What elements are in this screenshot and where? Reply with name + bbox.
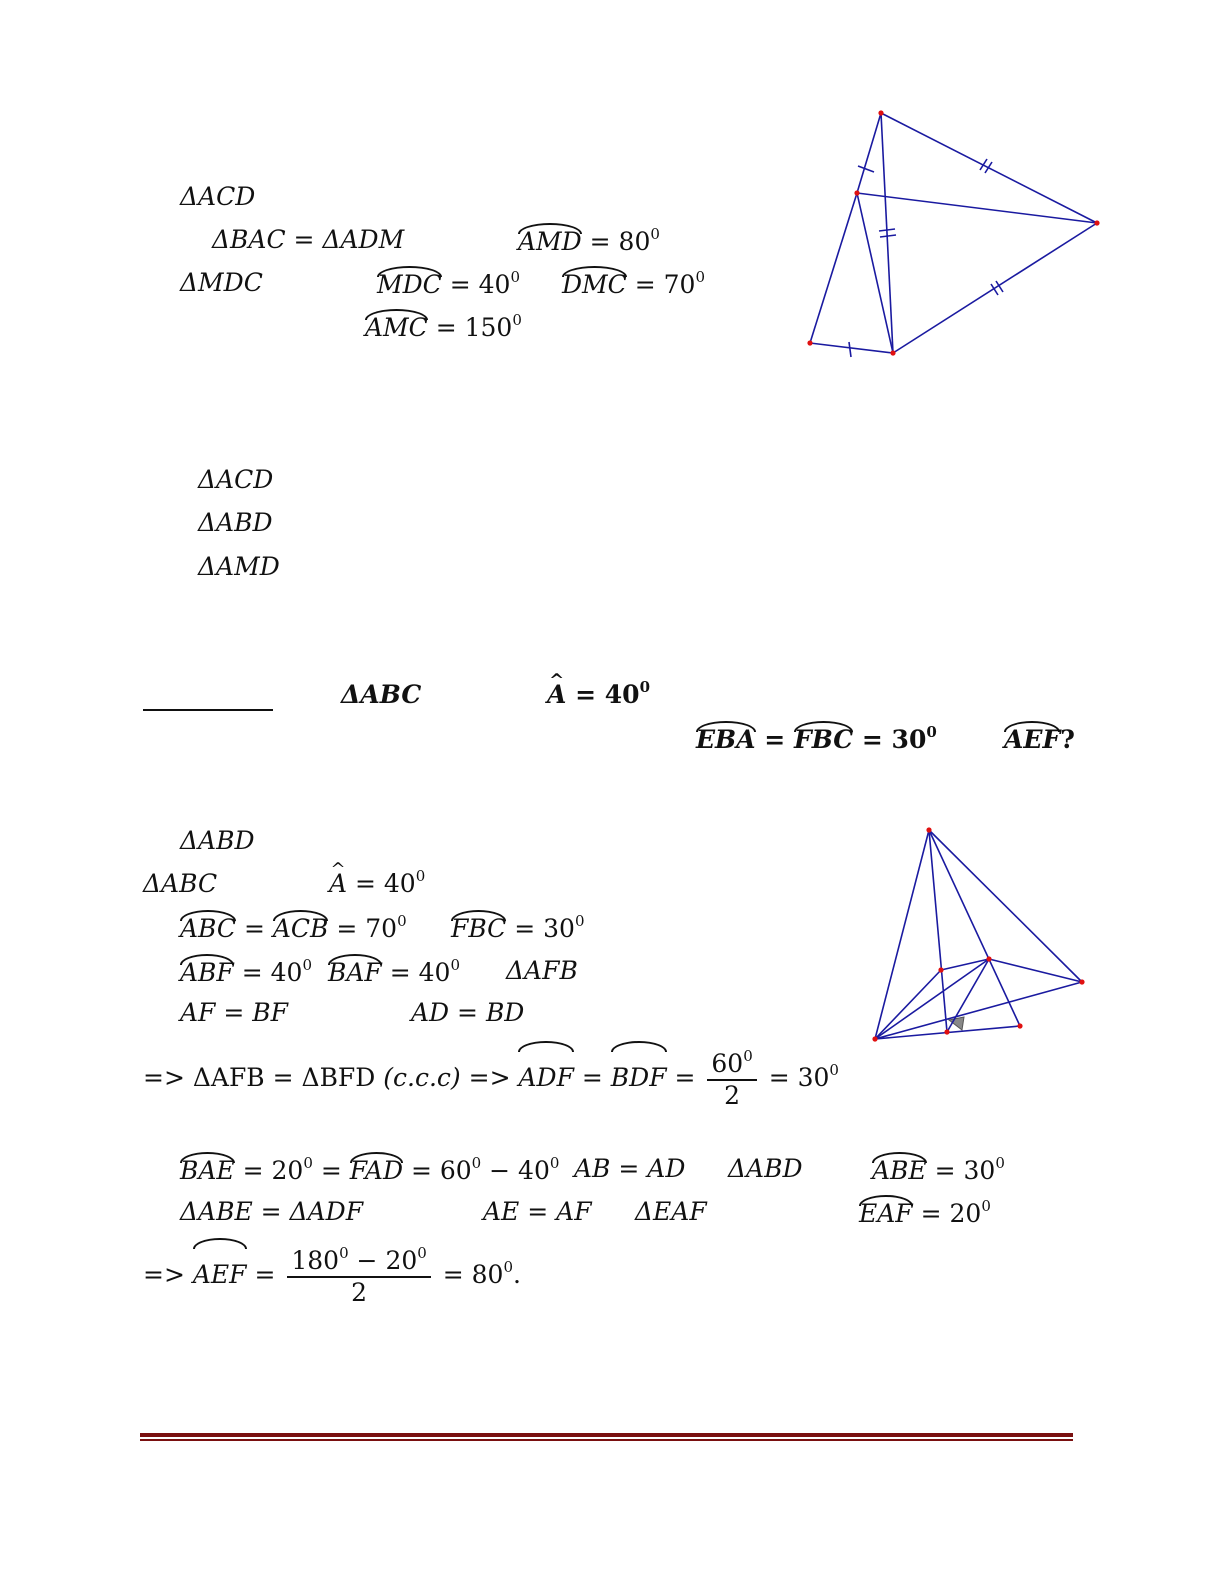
f1-edge [857, 193, 1097, 223]
s2-line3: ΔAMD [198, 552, 280, 581]
problem-triangle: ΔABC [341, 680, 422, 709]
s2-line1: ΔACD [198, 465, 274, 494]
f1-point [890, 350, 895, 355]
sol-line8d: EAF = $20^0$ [859, 1197, 991, 1228]
footer-rule [140, 1433, 1073, 1437]
f1-point [878, 110, 883, 115]
problem-angle-a: ^ $A = 40^0$ [547, 680, 650, 710]
sol-line7b: AB = AD [574, 1154, 686, 1183]
s1-line1: ΔACD [180, 182, 256, 211]
sol-line4b: BAF = $40^0$ [328, 956, 460, 987]
f2-point [986, 956, 991, 961]
s1-line3b: MDC = $40^0$ [377, 268, 520, 299]
sol-line2a: ΔABC [143, 869, 218, 898]
figure-2 [875, 830, 1082, 1039]
f1-edge [893, 223, 1097, 353]
s1-line4: AMC = $150^0$ [365, 311, 522, 342]
sol-line7d: ABE = $30^0$ [872, 1154, 1005, 1185]
sol-line8c: ΔEAF [635, 1197, 707, 1226]
sol-line8b: AE = AF [483, 1197, 592, 1226]
sol-line5b: AD = BD [411, 998, 525, 1027]
tick-mark [879, 229, 895, 231]
figure-1-points [807, 110, 1099, 355]
f2-edge [989, 959, 1082, 982]
f2-edge [947, 959, 989, 1032]
f1-point [1094, 220, 1099, 225]
f2-point [926, 827, 931, 832]
tick-mark [985, 162, 992, 173]
s1-line3a: ΔMDC [180, 268, 263, 297]
sol-line6: => ΔAFB = ΔBFD (c.c.c) => ADF = BDF = $\frac{60^0}{2}$ = $30^0$ [143, 1043, 839, 1111]
f1-point [807, 340, 812, 345]
sol-line4a: ABF = $40^0$ [180, 956, 312, 987]
footer-rule-thin [140, 1439, 1073, 1441]
tick-mark [858, 166, 874, 172]
s1-line2b: AMD = $80^0$ [518, 225, 660, 256]
f2-point [1017, 1023, 1022, 1028]
problem-question: AEF? [1004, 725, 1075, 754]
f2-point [938, 967, 943, 972]
f1-edge [857, 113, 881, 193]
f2-point [1079, 979, 1084, 984]
f1-edge [857, 193, 893, 353]
sol-line9: => AEF = $\frac{180^0 - 20^0}{2}$ = $80^0$. [143, 1240, 521, 1308]
problem-angles: EBA = FBC = $30^0$ [696, 723, 937, 754]
sol-line2b: ^ $A = 40^0$ [329, 869, 425, 899]
sol-line1: ΔABD [180, 826, 255, 855]
s1-line3c: DMC = $70^0$ [562, 268, 705, 299]
f1-point [854, 190, 859, 195]
f1-edge [881, 113, 893, 353]
f2-edge [929, 830, 1082, 982]
sol-line7c: ΔABD [728, 1154, 803, 1183]
s2-line2: ΔABD [198, 508, 273, 537]
f1-edge [810, 343, 893, 353]
sol-line7: BAE = $20^0$ = FAD = $60^0 - 40^0$ [180, 1154, 560, 1185]
frac-160-2: $\frac{180^0 - 20^0}{2}$ [287, 1246, 430, 1308]
f1-edge [810, 193, 857, 343]
tick-mark [880, 235, 896, 237]
sol-line8a: ΔABE = ΔADF [180, 1197, 364, 1226]
tick-mark [849, 342, 851, 357]
sol-line3a: ABC = ACB = $70^0$ [180, 912, 407, 943]
sol-line5a: AF = BF [180, 998, 288, 1027]
s1-line2a: ΔBAC = ΔADM [212, 225, 405, 254]
figure-1 [810, 113, 1097, 357]
f2-point [944, 1029, 949, 1034]
f2-point [872, 1036, 877, 1041]
f2-edge [875, 970, 941, 1039]
sol-line3b: FBC = $30^0$ [451, 912, 585, 943]
sol-line4c: ΔAFB [506, 956, 578, 985]
f2-edge [929, 830, 947, 1032]
frac-60-2: $\frac{60^0}{2}$ [707, 1049, 756, 1111]
f2-edge [929, 830, 1020, 1026]
